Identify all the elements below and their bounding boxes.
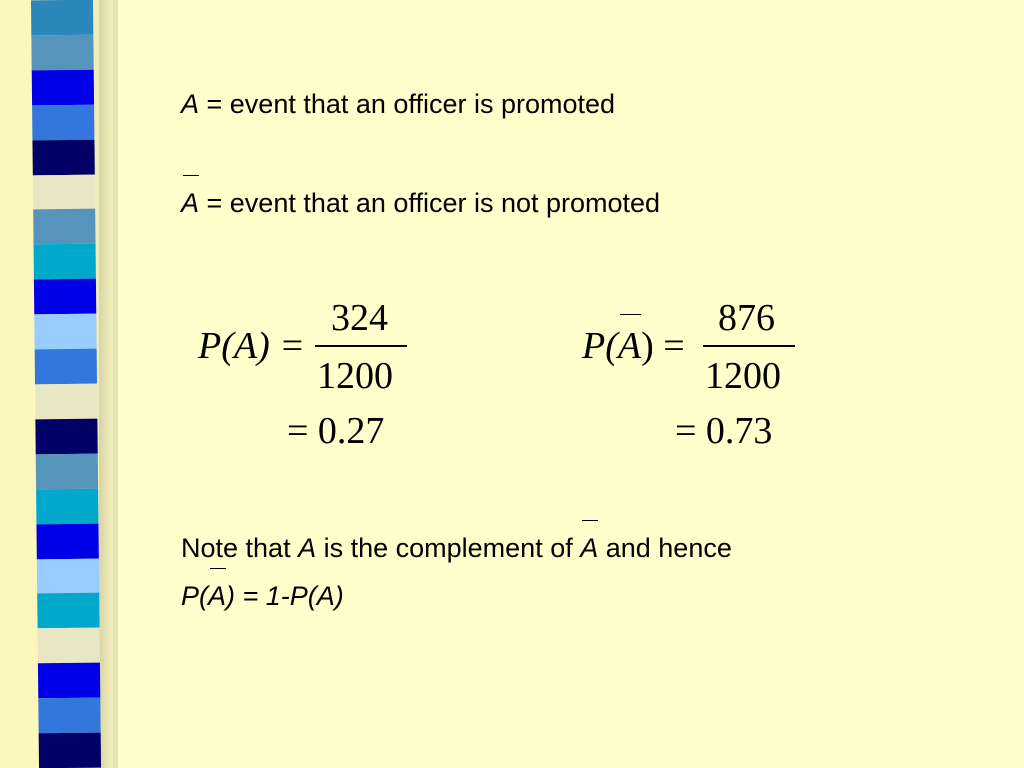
definition-not-a (181, 187, 660, 219)
stripe-segment (34, 244, 96, 280)
var-a: A (181, 89, 200, 119)
strip-shadow (99, 0, 113, 768)
stripe-segment (38, 698, 100, 734)
note-line-1 (181, 532, 732, 564)
note-var-a-bar: A (580, 533, 599, 563)
note2-a: P( (181, 581, 208, 611)
note-var-a: A (298, 533, 317, 563)
stripe-segment (35, 419, 97, 455)
note2-var-a-bar: A (208, 581, 227, 611)
note2-c: ) = 1-P(A) (226, 581, 344, 611)
var-a-bar: A (181, 188, 200, 218)
right-lhs-end: ) = (641, 325, 685, 367)
right-denominator: 1200 (705, 355, 781, 397)
stripe-segment (38, 663, 100, 699)
stripe-segment (37, 558, 99, 594)
stripe-segment (36, 453, 98, 489)
stripe-segment (39, 733, 101, 768)
right-lhs (582, 326, 685, 366)
stripe-segment (36, 523, 98, 559)
stripe-segment (34, 279, 96, 315)
left-numerator: 324 (331, 297, 388, 339)
right-lhs-p: P( (582, 325, 618, 367)
stripe-segment (35, 349, 97, 385)
right-lhs-a-bar: A (617, 325, 642, 367)
stripe-segment (34, 314, 96, 350)
stripe-segment (38, 628, 100, 664)
right-result: = 0.73 (675, 410, 773, 452)
stripe-segment (32, 70, 94, 106)
left-lhs-text: P(A) = (198, 325, 305, 367)
stripe-segment (31, 35, 93, 71)
stripe-segment (33, 209, 95, 245)
definition-a-text: = event that an officer is promoted (199, 89, 616, 119)
note-text-a: Note that (181, 533, 299, 563)
left-fraction-bar (315, 345, 407, 347)
stripe-segment (32, 104, 94, 140)
right-fraction-bar (703, 345, 795, 347)
left-lhs (198, 326, 305, 366)
stripe-segment (35, 384, 97, 420)
note-text-e: and hence (598, 533, 732, 563)
left-denominator: 1200 (317, 355, 393, 397)
stripe-segment (33, 174, 95, 210)
decorative-strip (0, 0, 118, 768)
note-line-2 (181, 580, 344, 612)
stripe-segment (37, 593, 99, 629)
note-text-c: is the complement of (316, 533, 581, 563)
right-numerator: 876 (718, 297, 775, 339)
left-result: = 0.27 (287, 410, 385, 452)
definition-not-a-text: = event that an officer is not promoted (199, 188, 661, 218)
stripe-segment (32, 139, 94, 175)
definition-a (181, 88, 615, 120)
color-band (31, 0, 101, 768)
stripe-segment (36, 488, 98, 524)
stripe-segment (31, 0, 93, 35)
